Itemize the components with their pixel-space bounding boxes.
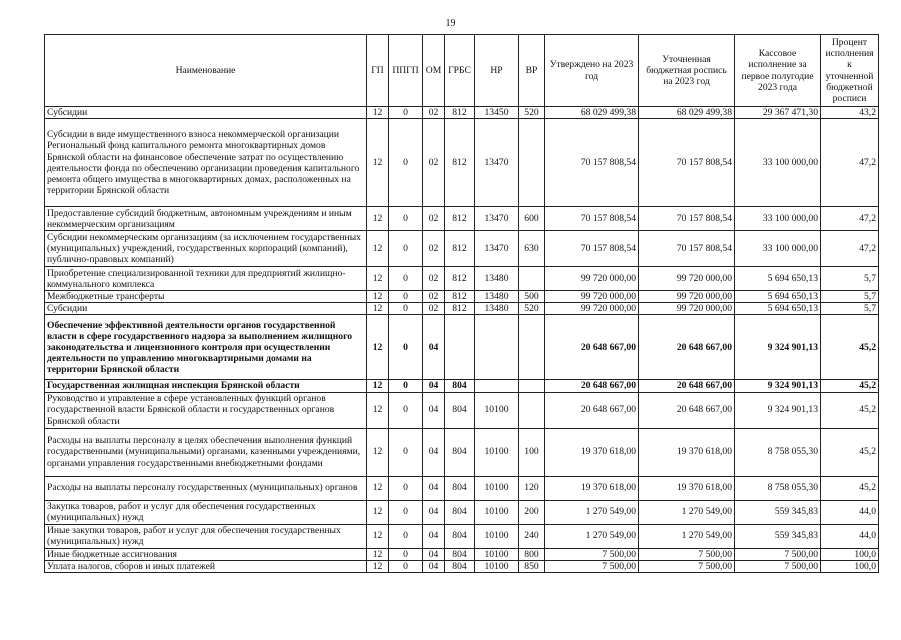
- cell-cash: 9 324 901,13: [735, 315, 821, 380]
- cell-vr: 520: [519, 303, 545, 315]
- cell-vr: 200: [519, 500, 545, 524]
- cell-grbs: 812: [445, 267, 475, 291]
- cell-approved: 99 720 000,00: [545, 303, 639, 315]
- cell-approved: 70 157 808,54: [545, 119, 639, 207]
- cell-name: Расходы на выплаты персоналу государственных (муниципальных) органов: [45, 476, 367, 500]
- cell-cash: 7 500,00: [735, 560, 821, 572]
- cell-grbs: 804: [445, 392, 475, 428]
- cell-cash: 9 324 901,13: [735, 380, 821, 392]
- cell-np: 10100: [475, 428, 519, 476]
- cell-refined: 20 648 667,00: [639, 380, 735, 392]
- cell-ppgp: 0: [389, 392, 423, 428]
- cell-cash: 5 694 650,13: [735, 267, 821, 291]
- table-row: [45, 524, 879, 548]
- cell-gp: 12: [367, 476, 389, 500]
- table-row: [45, 303, 879, 315]
- cell-cash: 33 100 000,00: [735, 207, 821, 231]
- cell-np: 13480: [475, 303, 519, 315]
- cell-grbs: 804: [445, 380, 475, 392]
- cell-cash: 9 324 901,13: [735, 392, 821, 428]
- cell-approved: 19 370 618,00: [545, 428, 639, 476]
- cell-gp: 12: [367, 548, 389, 560]
- cell-grbs: 804: [445, 524, 475, 548]
- cell-vr: [519, 380, 545, 392]
- cell-percent: 5,7: [821, 267, 879, 291]
- cell-refined: 19 370 618,00: [639, 476, 735, 500]
- cell-refined: 7 500,00: [639, 560, 735, 572]
- cell-vr: [519, 119, 545, 207]
- cell-refined: 20 648 667,00: [639, 315, 735, 380]
- cell-grbs: 812: [445, 107, 475, 119]
- cell-gp: 12: [367, 207, 389, 231]
- cell-refined: 1 270 549,00: [639, 524, 735, 548]
- cell-vr: 520: [519, 107, 545, 119]
- cell-gp: 12: [367, 428, 389, 476]
- cell-name: Субсидии: [45, 107, 367, 119]
- cell-percent: 45,2: [821, 476, 879, 500]
- cell-percent: 43,2: [821, 107, 879, 119]
- cell-approved: 20 648 667,00: [545, 392, 639, 428]
- cell-vr: 500: [519, 291, 545, 303]
- table-row: [45, 380, 879, 392]
- table-row: [45, 315, 879, 380]
- table-row: [45, 267, 879, 291]
- cell-cash: 8 758 055,30: [735, 476, 821, 500]
- cell-cash: 33 100 000,00: [735, 231, 821, 267]
- header-name: Наименование: [45, 35, 367, 107]
- cell-om: 04: [423, 380, 445, 392]
- table-row: [45, 500, 879, 524]
- cell-refined: 1 270 549,00: [639, 500, 735, 524]
- header-vr: ВР: [519, 35, 545, 107]
- cell-name: Обеспечение эффективной деятельности органов государственной власти в сфере государственного надзора за выполнением жилищного законодательства и лицензионного контроля при осуществлении деятельности по управлению многоквартирными домами на территории Брянской области: [45, 315, 367, 380]
- cell-ppgp: 0: [389, 267, 423, 291]
- header-cash: Кассовое исполнение за первое полугодие 2023 года: [735, 35, 821, 107]
- cell-cash: 559 345,83: [735, 524, 821, 548]
- cell-om: 04: [423, 548, 445, 560]
- table-row: [45, 291, 879, 303]
- cell-refined: 70 157 808,54: [639, 231, 735, 267]
- cell-name: Субсидии некоммерческим организациям (за исключением государственных (муниципальных) учреждений, государственных корпораций (компаний), публично-правовых компаний): [45, 231, 367, 267]
- cell-grbs: 812: [445, 231, 475, 267]
- cell-gp: 12: [367, 560, 389, 572]
- cell-name: Иные закупки товаров, работ и услуг для обеспечения государственных (муниципальных) нужд: [45, 524, 367, 548]
- cell-name: Закупка товаров, работ и услуг для обеспечения государственных (муниципальных) нужд: [45, 500, 367, 524]
- cell-om: 04: [423, 500, 445, 524]
- cell-om: 04: [423, 392, 445, 428]
- table-row: [45, 207, 879, 231]
- cell-name: Руководство и управление в сфере установленных функций органов государственной власти Брянской области и государственных органов Брянской области: [45, 392, 367, 428]
- cell-gp: 12: [367, 315, 389, 380]
- cell-percent: 44,0: [821, 500, 879, 524]
- cell-gp: 12: [367, 107, 389, 119]
- cell-om: 02: [423, 207, 445, 231]
- cell-grbs: 804: [445, 428, 475, 476]
- header-refined: Уточненная бюджетная роспись на 2023 год: [639, 35, 735, 107]
- cell-grbs: 804: [445, 476, 475, 500]
- cell-np: 10100: [475, 392, 519, 428]
- cell-grbs: 804: [445, 500, 475, 524]
- cell-cash: 5 694 650,13: [735, 303, 821, 315]
- cell-grbs: [445, 315, 475, 380]
- cell-gp: 12: [367, 524, 389, 548]
- cell-approved: 1 270 549,00: [545, 500, 639, 524]
- cell-gp: 12: [367, 392, 389, 428]
- cell-om: 02: [423, 107, 445, 119]
- cell-approved: 99 720 000,00: [545, 291, 639, 303]
- cell-vr: 120: [519, 476, 545, 500]
- cell-refined: 99 720 000,00: [639, 267, 735, 291]
- cell-grbs: 812: [445, 119, 475, 207]
- cell-np: 13450: [475, 107, 519, 119]
- cell-name: Расходы на выплаты персоналу в целях обеспечения выполнения функций государственными (муниципальными) органами, казенными учреждениями, органами управления государственными внебюджетными фондами: [45, 428, 367, 476]
- cell-refined: 99 720 000,00: [639, 303, 735, 315]
- header-np: НР: [475, 35, 519, 107]
- cell-om: 02: [423, 119, 445, 207]
- header-approved: Утверждено на 2023 год: [545, 35, 639, 107]
- table-row: [45, 119, 879, 207]
- cell-cash: 7 500,00: [735, 548, 821, 560]
- cell-np: [475, 315, 519, 380]
- header-gp: ГП: [367, 35, 389, 107]
- cell-approved: 7 500,00: [545, 548, 639, 560]
- cell-gp: 12: [367, 500, 389, 524]
- cell-refined: 19 370 618,00: [639, 428, 735, 476]
- cell-grbs: 804: [445, 560, 475, 572]
- cell-refined: 70 157 808,54: [639, 119, 735, 207]
- cell-om: 02: [423, 231, 445, 267]
- table-body: [45, 107, 879, 573]
- cell-gp: 12: [367, 303, 389, 315]
- cell-name: Межбюджетные трансферты: [45, 291, 367, 303]
- cell-approved: 70 157 808,54: [545, 231, 639, 267]
- cell-np: 10100: [475, 548, 519, 560]
- cell-vr: [519, 267, 545, 291]
- cell-name: Субсидии: [45, 303, 367, 315]
- cell-percent: 100,0: [821, 560, 879, 572]
- cell-om: 04: [423, 476, 445, 500]
- header-om: ОМ: [423, 35, 445, 107]
- cell-ppgp: 0: [389, 107, 423, 119]
- cell-approved: 68 029 499,38: [545, 107, 639, 119]
- cell-name: Уплата налогов, сборов и иных платежей: [45, 560, 367, 572]
- cell-ppgp: 0: [389, 524, 423, 548]
- table-row: [45, 428, 879, 476]
- cell-vr: 600: [519, 207, 545, 231]
- cell-np: [475, 380, 519, 392]
- cell-ppgp: 0: [389, 380, 423, 392]
- cell-om: 04: [423, 560, 445, 572]
- cell-name: Субсидии в виде имущественного взноса некоммерческой организации Региональный фонд капитального ремонта многоквартирных домов Брянской области на финансовое обеспечение затрат по осуществлению деятельности фонда по обеспечению организации проведения капитального ремонта общего имущества в многоквартирных домах, расположенных на территории Брянской области: [45, 119, 367, 207]
- cell-np: 10100: [475, 476, 519, 500]
- cell-np: 10100: [475, 524, 519, 548]
- cell-grbs: 812: [445, 291, 475, 303]
- cell-percent: 5,7: [821, 303, 879, 315]
- cell-ppgp: 0: [389, 207, 423, 231]
- cell-np: 13470: [475, 231, 519, 267]
- cell-gp: 12: [367, 119, 389, 207]
- cell-om: 04: [423, 524, 445, 548]
- cell-np: 10100: [475, 560, 519, 572]
- cell-percent: 100,0: [821, 548, 879, 560]
- cell-cash: 5 694 650,13: [735, 291, 821, 303]
- cell-ppgp: 0: [389, 119, 423, 207]
- header-row: [45, 35, 879, 107]
- cell-np: 13480: [475, 267, 519, 291]
- cell-refined: 7 500,00: [639, 548, 735, 560]
- cell-cash: 559 345,83: [735, 500, 821, 524]
- cell-vr: 800: [519, 548, 545, 560]
- cell-vr: 240: [519, 524, 545, 548]
- cell-ppgp: 0: [389, 500, 423, 524]
- cell-percent: 47,2: [821, 119, 879, 207]
- cell-grbs: 812: [445, 303, 475, 315]
- table-row: [45, 560, 879, 572]
- cell-vr: 100: [519, 428, 545, 476]
- cell-name: Государственная жилищная инспекция Брянской области: [45, 380, 367, 392]
- cell-cash: 29 367 471,30: [735, 107, 821, 119]
- cell-refined: 99 720 000,00: [639, 291, 735, 303]
- page-number: 19: [445, 18, 456, 29]
- cell-ppgp: 0: [389, 560, 423, 572]
- cell-percent: 45,2: [821, 392, 879, 428]
- cell-gp: 12: [367, 267, 389, 291]
- header-ppgp: ППГП: [389, 35, 423, 107]
- cell-grbs: 812: [445, 207, 475, 231]
- cell-cash: 8 758 055,30: [735, 428, 821, 476]
- cell-np: 13480: [475, 291, 519, 303]
- cell-np: 13470: [475, 207, 519, 231]
- cell-approved: 19 370 618,00: [545, 476, 639, 500]
- cell-om: 02: [423, 303, 445, 315]
- cell-vr: 850: [519, 560, 545, 572]
- cell-refined: 68 029 499,38: [639, 107, 735, 119]
- header-grbs: ГРБС: [445, 35, 475, 107]
- cell-approved: 1 270 549,00: [545, 524, 639, 548]
- cell-percent: 45,2: [821, 428, 879, 476]
- budget-table: [44, 34, 879, 573]
- cell-percent: 45,2: [821, 315, 879, 380]
- cell-ppgp: 0: [389, 548, 423, 560]
- cell-percent: 47,2: [821, 231, 879, 267]
- cell-approved: 20 648 667,00: [545, 380, 639, 392]
- cell-ppgp: 0: [389, 315, 423, 380]
- cell-ppgp: 0: [389, 303, 423, 315]
- table-row: [45, 392, 879, 428]
- cell-approved: 20 648 667,00: [545, 315, 639, 380]
- cell-vr: [519, 315, 545, 380]
- cell-gp: 12: [367, 291, 389, 303]
- cell-gp: 12: [367, 380, 389, 392]
- cell-name: Иные бюджетные ассигнования: [45, 548, 367, 560]
- cell-percent: 5,7: [821, 291, 879, 303]
- table-row: [45, 548, 879, 560]
- cell-approved: 70 157 808,54: [545, 207, 639, 231]
- table-row: [45, 107, 879, 119]
- cell-approved: 99 720 000,00: [545, 267, 639, 291]
- cell-approved: 7 500,00: [545, 560, 639, 572]
- cell-grbs: 804: [445, 548, 475, 560]
- cell-refined: 70 157 808,54: [639, 207, 735, 231]
- cell-refined: 20 648 667,00: [639, 392, 735, 428]
- cell-percent: 45,2: [821, 380, 879, 392]
- cell-percent: 47,2: [821, 207, 879, 231]
- cell-name: Предоставление субсидий бюджетным, автономным учреждениям и иным некоммерческим организациям: [45, 207, 367, 231]
- cell-cash: 33 100 000,00: [735, 119, 821, 207]
- table-row: [45, 231, 879, 267]
- cell-vr: [519, 392, 545, 428]
- cell-ppgp: 0: [389, 428, 423, 476]
- cell-om: 04: [423, 428, 445, 476]
- cell-om: 02: [423, 291, 445, 303]
- table-row: [45, 476, 879, 500]
- cell-om: 04: [423, 315, 445, 380]
- cell-vr: 630: [519, 231, 545, 267]
- cell-ppgp: 0: [389, 291, 423, 303]
- cell-np: 13470: [475, 119, 519, 207]
- cell-percent: 44,0: [821, 524, 879, 548]
- cell-np: 10100: [475, 500, 519, 524]
- cell-ppgp: 0: [389, 231, 423, 267]
- cell-gp: 12: [367, 231, 389, 267]
- cell-om: 02: [423, 267, 445, 291]
- cell-name: Приобретение специализированной техники для предприятий жилищно-коммунального комплекса: [45, 267, 367, 291]
- cell-ppgp: 0: [389, 476, 423, 500]
- header-percent: Процент исполнения к уточненной бюджетной росписи: [821, 35, 879, 107]
